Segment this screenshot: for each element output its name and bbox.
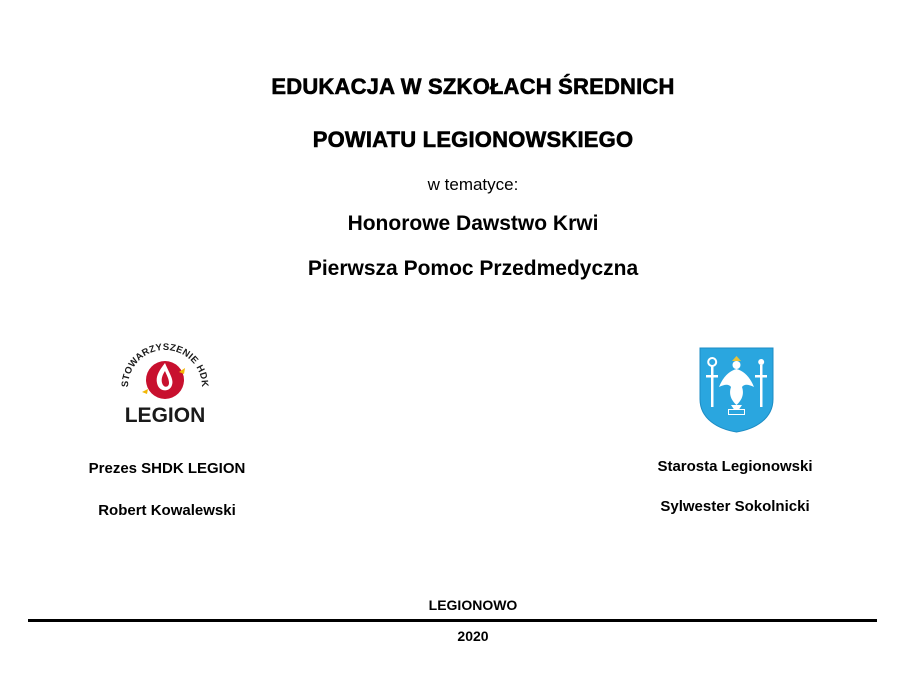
footer-city: LEGIONOWO bbox=[428, 597, 518, 613]
logo-legion-text: LEGION bbox=[124, 404, 206, 427]
right-signature-name: Sylwester Sokolnicki bbox=[660, 498, 810, 515]
title-line-2: POWIATU LEGIONOWSKIEGO bbox=[312, 127, 634, 152]
right-signature-role: Starosta Legionowski bbox=[657, 458, 813, 475]
topic-first-aid: Pierwsza Pomoc Przedmedyczna bbox=[307, 257, 639, 280]
title-line-1: EDUKACJA W SZKOŁACH ŚREDNICH bbox=[271, 74, 675, 99]
shdk-legion-logo bbox=[110, 335, 220, 430]
left-signature-role: Prezes SHDK LEGION bbox=[88, 460, 246, 477]
footer-year: 2020 bbox=[457, 628, 489, 644]
footer-divider bbox=[28, 619, 877, 622]
subtitle: w tematyce: bbox=[427, 175, 519, 194]
topic-blood-donation: Honorowe Dawstwo Krwi bbox=[347, 212, 599, 235]
left-signature-name: Robert Kowalewski bbox=[98, 502, 236, 519]
logo-arc-text: STOWARZYSZENIE HDK bbox=[119, 341, 211, 388]
powiat-coat-of-arms bbox=[699, 347, 774, 433]
